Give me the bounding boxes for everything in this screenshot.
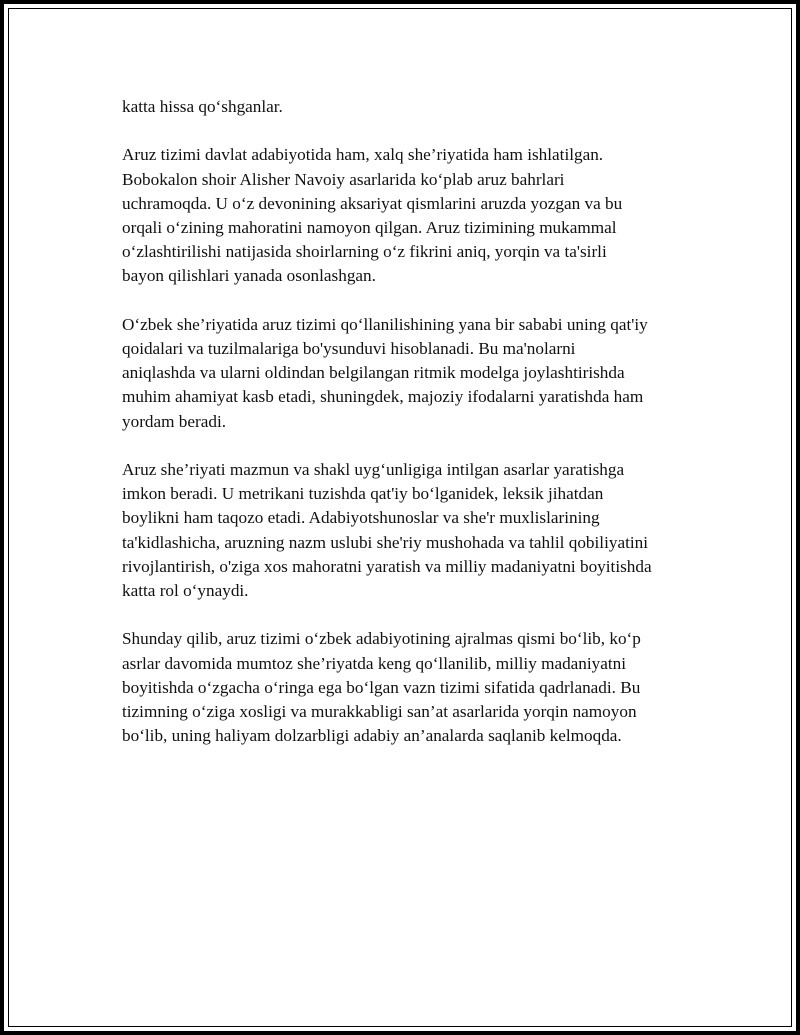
text-line: rivojlantirish, o'ziga xos mahoratni yaratish va milliy madaniyatni boyitishda — [122, 556, 652, 576]
text-line: boylikni ham taqozo etadi. Adabiyotshunoslar va she'r muxlislarining — [122, 508, 600, 528]
text-line: qoidalari va tuzilmalariga bo'ysunduvi hisoblanadi. Bu ma'nolarni — [122, 339, 576, 358]
text-line: ta'kidlashicha, aruzning nazm uslubi she'riy mushohada va tahlil qobiliyatini — [122, 532, 648, 552]
paragraph-5 — [122, 627, 702, 748]
text-line: aniqlashda va ularni oldindan belgilangan ritmik modelga joylashtirishda — [122, 363, 625, 383]
text-line: uchramoqda. U o‘z devonining aksariyat qismlarini aruzda yozgan va bu — [122, 193, 623, 213]
document-body — [122, 95, 702, 773]
paragraph-1 — [122, 95, 702, 119]
text-line: boyitishda o‘zgacha o‘ringa ega bo‘lgan vazn tizimi sifatida qadrlanadi. Bu — [122, 677, 641, 697]
text-line: imkon beradi. U metrikani tuzishda qat'iy bo‘lganidek, leksik jihatdan — [122, 484, 604, 504]
text-line: Shunday qilib, aruz tizimi o‘zbek adabiyotining ajralmas qismi bo‘lib, ko‘p — [122, 629, 641, 649]
text-line: yordam beradi. — [122, 411, 227, 431]
paragraph-4 — [122, 458, 702, 603]
paragraph-2 — [122, 143, 702, 288]
text-line: Aruz tizimi davlat adabiyotida ham, xalq she’riyatida ham ishlatilgan. — [122, 145, 604, 165]
text-line: bayon qilishlari yanada osonlashgan. — [122, 266, 376, 286]
text-line: muhim ahamiyat kasb etadi, shuningdek, majoziy ifodalarni yaratishda ham — [122, 387, 644, 407]
text-line: tizimning o‘ziga xosligi va murakkabligi san’at asarlarida yorqin namoyon — [122, 702, 637, 722]
text-line: bo‘lib, uning haliyam dolzarbligi adabiy an’analarda saqlanib kelmoqda. — [122, 726, 622, 746]
text-line: o‘zlashtirilishi natijasida shoirlarning o‘z fikrini aniq, yorqin va ta'sirli — [122, 242, 607, 262]
text-line: Aruz she’riyati mazmun va shakl uyg‘unligiga intilgan asarlar yaratishga — [122, 460, 625, 479]
text-line: orqali o‘zining mahoratini namoyon qilgan. Aruz tizimining mukammal — [122, 218, 617, 237]
text-line: katta rol o‘ynaydi. — [122, 581, 249, 601]
text-line: katta hissa qo‘shganlar. — [122, 97, 283, 116]
text-line: Bobokalon shoir Alisher Navoiy asarlarida ko‘plab aruz bahrlari — [122, 169, 565, 189]
text-line: O‘zbek she’riyatida aruz tizimi qo‘llanilishining yana bir sababi uning qat'iy — [122, 314, 648, 334]
text-line: asrlar davomida mumtoz she’riyatda keng qo‘llanilib, milliy madaniyatni — [122, 653, 627, 673]
paragraph-3 — [122, 313, 702, 434]
